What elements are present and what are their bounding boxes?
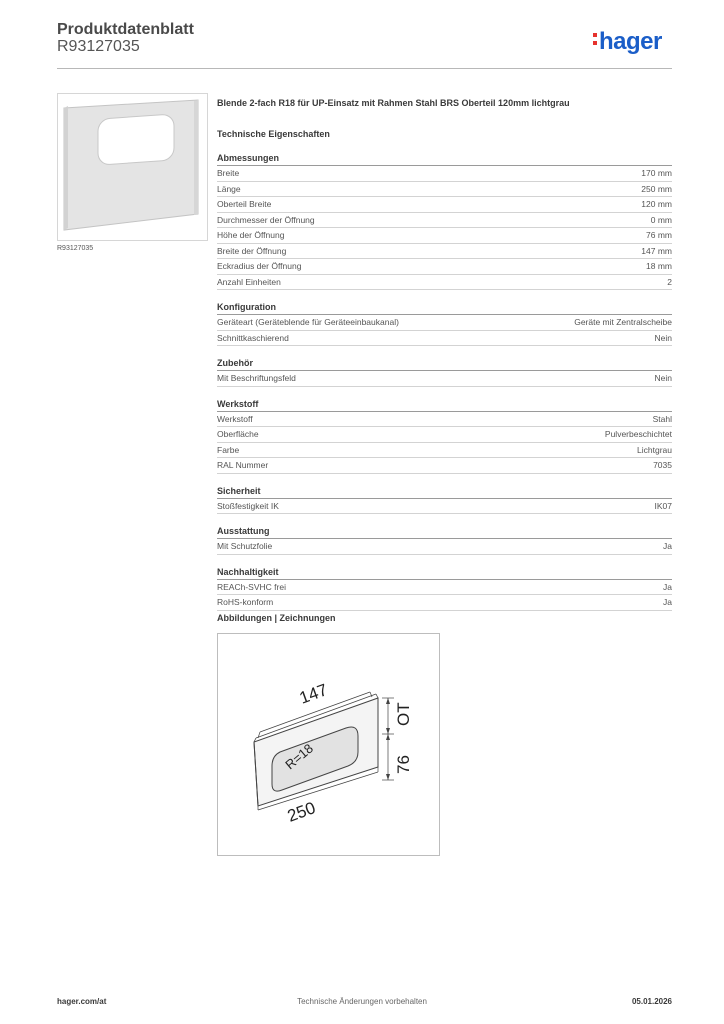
- property-value: Geräte mit Zentralscheibe: [574, 317, 672, 327]
- property-label: Eckradius der Öffnung: [217, 261, 302, 271]
- group-title: Sicherheit: [217, 485, 672, 499]
- property-label: Stoßfestigkeit IK: [217, 500, 279, 511]
- property-row: [217, 499, 672, 515]
- property-group: [217, 485, 672, 515]
- property-value: Nein: [654, 332, 672, 343]
- property-value: 120 mm: [641, 199, 672, 209]
- group-title: Werkstoff: [217, 398, 672, 412]
- property-value: 18 mm: [646, 261, 672, 271]
- group-title: Nachhaltigkeit: [217, 566, 672, 580]
- property-value: 2: [667, 276, 672, 287]
- image-caption: R93127035: [57, 245, 94, 252]
- property-row: [217, 182, 672, 198]
- property-label: Durchmesser der Öffnung: [217, 214, 315, 225]
- property-label: Länge: [217, 183, 241, 194]
- product-image: [57, 93, 208, 241]
- hager-logo: [593, 28, 662, 56]
- property-value: Pulverbeschichtet: [604, 429, 672, 439]
- footer-website: hager.com/at: [57, 997, 107, 1006]
- dim-width-label: 147: [296, 680, 331, 708]
- group-title: Zubehör: [217, 357, 672, 371]
- properties-heading: Technische Eigenschaften: [217, 129, 330, 139]
- property-value: IK07: [654, 500, 672, 511]
- property-value: Ja: [663, 541, 672, 551]
- property-row: [217, 213, 672, 229]
- property-value: Nein: [654, 373, 672, 383]
- property-row: [217, 371, 672, 387]
- product-title: Blende 2-fach R18 für UP-Einsatz mit Rahmen Stahl BRS Oberteil 120mm lichtgrau: [217, 98, 570, 108]
- property-row: [217, 331, 672, 347]
- property-row: [217, 315, 672, 331]
- property-label: RoHS-konform: [217, 597, 274, 607]
- property-value: 7035: [653, 460, 672, 470]
- property-label: RAL Nummer: [217, 460, 269, 470]
- property-label: Oberteil Breite: [217, 199, 272, 209]
- drawings-heading: Abbildungen | Zeichnungen: [217, 613, 336, 623]
- property-row: [217, 412, 672, 428]
- property-value: Ja: [663, 597, 672, 607]
- header-divider: [57, 68, 672, 69]
- logo-colon-icon: [593, 29, 599, 48]
- technical-drawing: [217, 633, 440, 856]
- page-title: Produktdatenblatt: [57, 21, 194, 38]
- property-label: Mit Schutzfolie: [217, 541, 273, 551]
- footer-date: 05.01.2026: [631, 997, 672, 1006]
- property-row: [217, 458, 672, 474]
- property-group: [217, 566, 672, 611]
- property-row: [217, 275, 672, 291]
- main-content: [217, 96, 672, 611]
- property-label: Anzahl Einheiten: [217, 276, 281, 287]
- property-label: Breite der Öffnung: [217, 245, 287, 256]
- property-row: [217, 228, 672, 244]
- footer-disclaimer: Technische Änderungen vorbehalten: [297, 997, 427, 1006]
- dim-length-label: 250: [284, 798, 319, 826]
- property-row: [217, 166, 672, 182]
- logo-text: hager: [599, 28, 662, 55]
- property-value: 0 mm: [650, 214, 672, 225]
- property-label: Geräteart (Geräteblende für Geräteeinbaukanal): [217, 317, 399, 327]
- property-row: [217, 427, 672, 443]
- property-row: [217, 259, 672, 275]
- property-label: Farbe: [217, 444, 240, 455]
- property-label: Mit Beschriftungsfeld: [217, 373, 296, 383]
- property-row: [217, 197, 672, 213]
- dim-top-label: OT: [394, 702, 413, 726]
- property-group: [217, 357, 672, 387]
- property-value: 250 mm: [641, 183, 672, 194]
- property-value: Stahl: [652, 413, 672, 424]
- group-title: Abmessungen: [217, 152, 672, 166]
- property-value: Ja: [663, 581, 672, 592]
- property-label: Oberfläche: [217, 429, 259, 439]
- property-row: [217, 539, 672, 555]
- property-group: [217, 152, 672, 290]
- property-label: Höhe der Öffnung: [217, 230, 285, 240]
- dim-radius-label: R=18: [282, 740, 317, 773]
- property-value: Lichtgrau: [637, 444, 672, 455]
- property-row: [217, 580, 672, 596]
- property-group: [217, 398, 672, 474]
- property-group: [217, 525, 672, 555]
- property-value: 170 mm: [641, 168, 672, 178]
- property-value: 76 mm: [646, 230, 672, 240]
- property-row: [217, 443, 672, 459]
- article-number: R93127035: [57, 38, 140, 55]
- group-title: Konfiguration: [217, 301, 672, 315]
- property-row: [217, 244, 672, 260]
- group-title: Ausstattung: [217, 525, 672, 539]
- property-row: [217, 595, 672, 611]
- property-value: 147 mm: [641, 245, 672, 256]
- property-label: Werkstoff: [217, 413, 253, 424]
- property-label: REACh-SVHC frei: [217, 581, 286, 592]
- dim-height-label: 76: [394, 755, 413, 774]
- property-label: Schnittkaschierend: [217, 332, 289, 343]
- property-label: Breite: [217, 168, 240, 178]
- property-group: [217, 301, 672, 346]
- cover-plate-icon: [58, 94, 207, 240]
- property-groups: [217, 152, 672, 611]
- dimension-drawing: [218, 634, 439, 855]
